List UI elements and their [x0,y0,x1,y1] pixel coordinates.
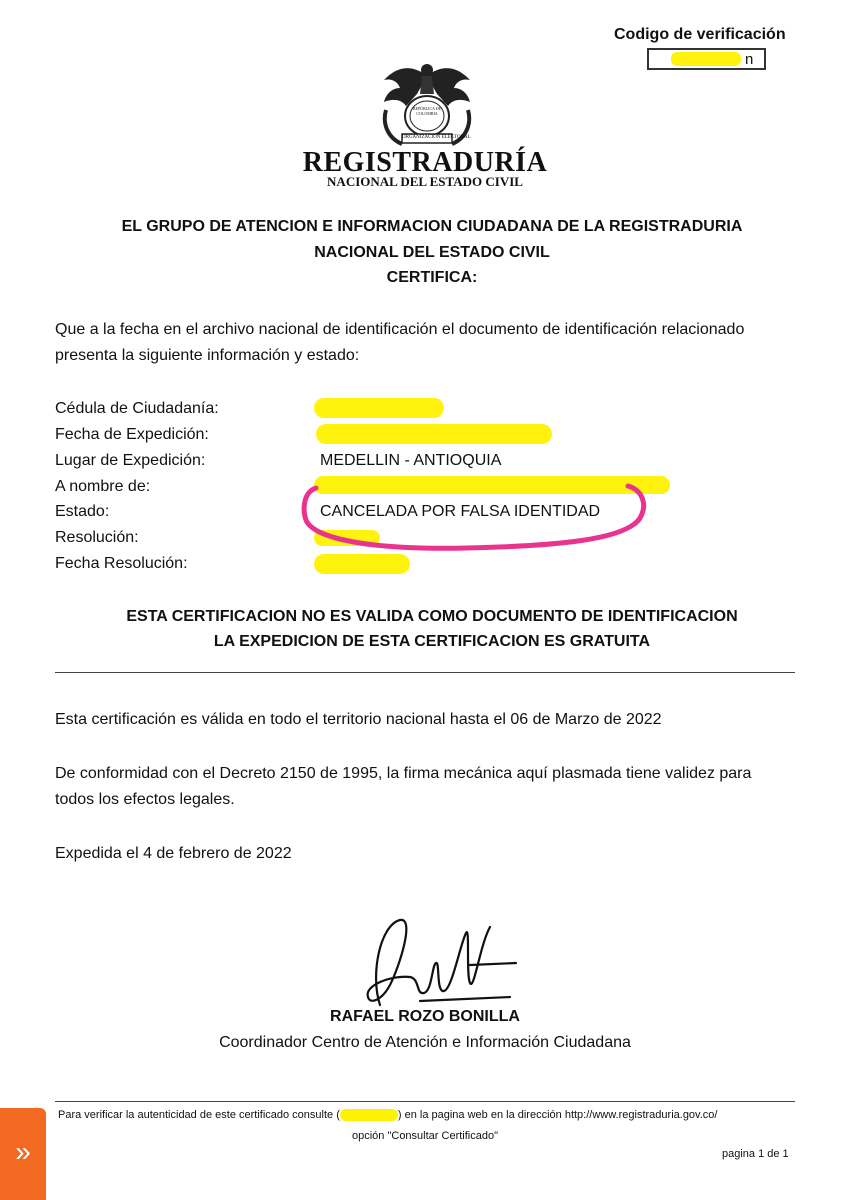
title-line-2: NACIONAL DEL ESTADO CIVIL [314,244,550,261]
notice-line-1: ESTA CERTIFICACION NO ES VALIDA COMO DOCUMENTO DE IDENTIFICACION [126,608,738,625]
footer-text-post: en la pagina web en la dirección http://www.registraduria.gov.co/ [401,1109,718,1121]
intro-line-2: presenta la siguiente información y estado: [55,347,360,364]
field-label-fecha-resolucion: Fecha Resolución: [55,555,188,572]
redaction-highlight [671,52,741,66]
footer-divider [55,1101,795,1102]
title-line-1: EL GRUPO DE ATENCION E INFORMACION CIUDADANA DE LA REGISTRADURIA [121,218,743,235]
verification-label: Codigo de verificación [614,26,786,43]
field-label-nombre: A nombre de: [55,478,151,495]
signatory-name: RAFAEL ROZO BONILLA [330,1008,520,1025]
field-label-resolucion: Resolución: [55,529,139,546]
signature-image [320,905,520,1025]
decree-line-2: todos los efectos legales. [55,791,235,808]
double-chevron-right-icon: » [15,1136,31,1167]
seal-band-text: ORGANIZACIÓN ELECTORAL [402,135,471,140]
redaction-highlight-fecha-expedicion [316,424,552,444]
signatory-role: Coordinador Centro de Atención e Información Ciudadana [219,1034,631,1051]
page-number: pagina 1 de 1 [722,1148,789,1160]
annotation-circle [296,478,656,558]
field-value-lugar-expedicion: MEDELLIN - ANTIOQUIA [320,452,502,469]
footer-line-1 [58,1109,717,1121]
issued-date: Expedida el 4 de febrero de 2022 [55,845,292,862]
footer-text-pre: Para verificar la autenticidad de este certificado consulte ( [58,1109,340,1121]
footer-line-2: opción "Consultar Certificado" [352,1130,498,1142]
notice-line-2: LA EXPEDICION DE ESTA CERTIFICACION ES GRATUITA [213,633,651,650]
org-name: REGISTRADURÍA [302,147,548,178]
redaction-highlight-cedula [314,398,444,418]
field-label-lugar-expedicion: Lugar de Expedición: [55,452,206,469]
registraduria-logo [372,54,482,149]
footer-text-mid: ) [397,1109,402,1121]
side-tab-button[interactable] [0,1108,46,1200]
intro-line-1: Que a la fecha en el archivo nacional de identificación el documento de identificación relacionado [55,321,745,338]
decree-line-1: De conformidad con el Decreto 2150 de 1995, la firma mecánica aquí plasmada tiene validez para [55,765,752,782]
title-line-3: CERTIFICA: [386,269,478,286]
validity-text: Esta certificación es válida en todo el territorio nacional hasta el 06 de Marzo de 2022 [55,711,662,728]
divider [55,672,795,673]
verification-code-box [647,48,766,70]
footer-redacted-code [340,1109,398,1121]
field-value-estado: CANCELADA POR FALSA IDENTIDAD [320,503,601,520]
field-label-cedula: Cédula de Ciudadanía: [55,400,219,417]
org-subtitle: NACIONAL DEL ESTADO CIVIL [327,174,523,189]
field-label-estado: Estado: [55,503,110,520]
field-label-fecha-expedicion: Fecha de Expedición: [55,426,209,443]
verification-code-tail: n [745,51,754,68]
seal-top-text: REPÚBLICA DE COLOMBIA [412,106,442,116]
